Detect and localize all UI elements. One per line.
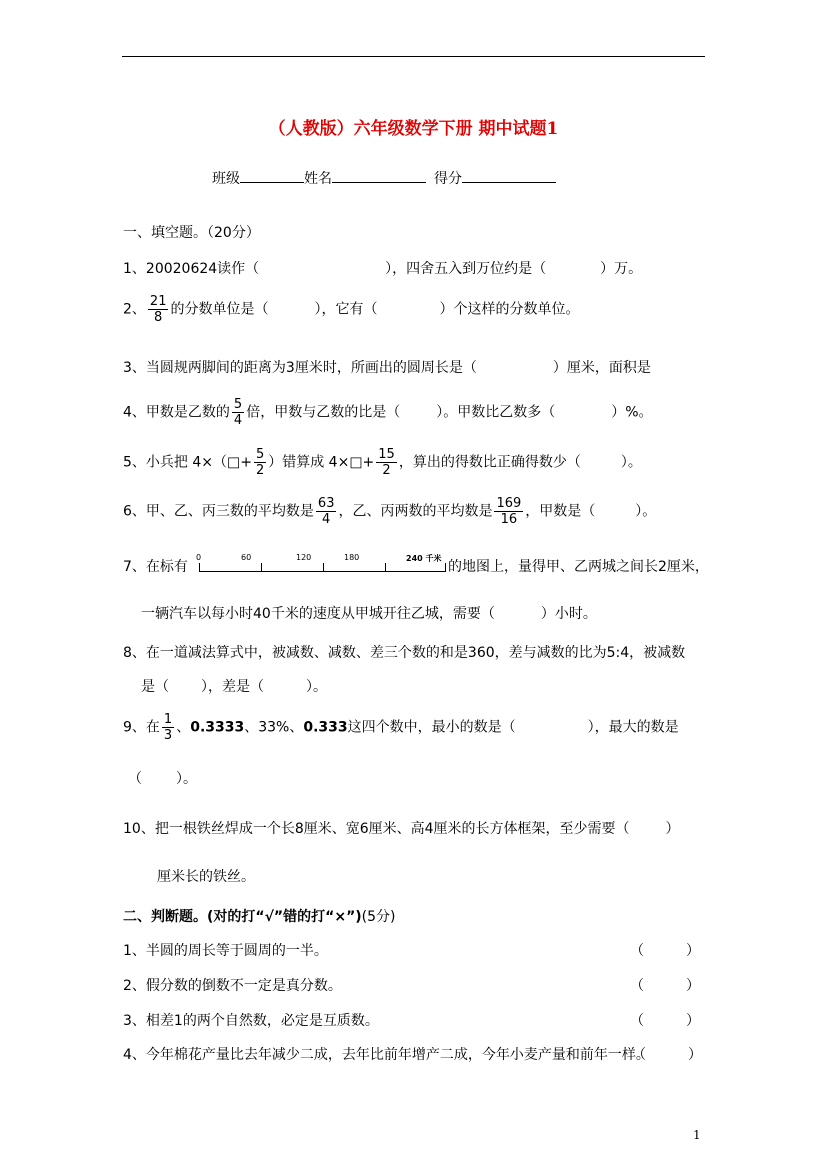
q2-numerator: 21 [149, 294, 167, 309]
q4-text-c: ）。甲数比乙数多（ [436, 404, 556, 421]
question-6 [123, 496, 656, 527]
scale-line [199, 571, 445, 572]
q9-text-i: ）。 [176, 771, 197, 787]
question-8-line-1 [123, 642, 685, 662]
q1-text-b: ），四舍五入到万位约是（ [385, 261, 547, 277]
score-label: 得分 [434, 171, 462, 187]
q2-text-a: 的分数单位是（ [170, 301, 269, 318]
q2-text-b: ），它有（ [314, 301, 378, 318]
q5-numerator-2: 15 [378, 447, 395, 462]
q6-fraction-2 [494, 496, 523, 527]
judge-item-1: 1、半圆的周长等于圆周的一半。 [123, 943, 328, 959]
scale-mark-240 [445, 563, 446, 572]
judge-item-4: 4、今年棉花产量比去年减少二成，去年比前年增产二成，今年小麦产量和前年一样。 [123, 1047, 650, 1063]
question-7-line-1 [123, 556, 188, 576]
question-5 [123, 447, 642, 478]
q4-fraction [232, 397, 244, 428]
question-10-line-2 [157, 866, 255, 886]
q6-text-a: 6、甲、乙、丙三数的平均数是 [123, 503, 314, 520]
q9-numerator: 1 [163, 712, 173, 727]
q9-text-b: 、 [176, 719, 191, 736]
q8-text-b: 是（ [141, 679, 169, 695]
q10-text-a: 10、把一根铁丝焊成一个长8厘米、宽6厘米、高4厘米的长方体框架，至少需要（ [123, 821, 630, 837]
q8-text-c: ），差是（ [201, 679, 264, 695]
q2-text-c: ）个这样的分数单位。 [439, 301, 580, 318]
question-3 [123, 357, 651, 377]
section2-score: (5分) [361, 909, 396, 925]
q4-numerator: 5 [233, 397, 243, 412]
q6-fraction-1 [316, 496, 337, 527]
q5-text-c: ，算出的得数比正确得数少（ [398, 454, 581, 471]
q3-text-a: 3、当圆规两脚间的距离为3厘米时，所画出的圆周长是（ [123, 360, 477, 376]
q2-fraction [148, 294, 169, 325]
q9-text-h: （ [128, 771, 142, 787]
q5-denominator-1: 2 [255, 463, 265, 478]
q7-text-b: 的地图上，量得甲、乙两城之间长2厘米， [448, 559, 709, 575]
q5-text-b: ）错算成 4×□+ [268, 454, 375, 471]
q6-text-b: ，乙、丙两数的平均数是 [338, 503, 493, 520]
page-number: 1 [693, 1128, 701, 1142]
q8-text-a: 8、在一道减法算式中，被减数、减数、差三个数的和是360，差与减数的比为5:4，被减数 [123, 645, 686, 661]
judge-item-4-bracket[interactable]: （ ） [632, 1047, 702, 1063]
q3-text-b: ）厘米，面积是 [552, 360, 651, 376]
q9-text-g: ），最大的数是 [587, 719, 679, 736]
name-blank[interactable] [332, 168, 426, 183]
judge-item-1-bracket[interactable]: （ ） [630, 943, 700, 959]
judge-item-3-bracket[interactable]: （ ） [630, 1013, 700, 1029]
q1-text-a: 1、20020624读作（ [123, 261, 260, 277]
q10-text-c: 厘米长的铁丝。 [157, 869, 255, 885]
q4-text-b: 倍，甲数与乙数的比是（ [246, 404, 401, 421]
question-4 [123, 397, 653, 428]
q7-text-c: 一辆汽车以每小时40千米的速度从甲城开往乙城，需要（ [141, 606, 495, 622]
q6-text-d: ）。 [635, 503, 657, 520]
question-7-line-1-tail [448, 556, 709, 576]
q4-text-d: ）%。 [611, 404, 653, 421]
q9-text-f: 这四个数中，最小的数是（ [347, 719, 516, 736]
scale-tick-0: 0 [196, 553, 202, 562]
question-9-line-1 [123, 712, 679, 743]
question-2 [123, 294, 579, 325]
section1-heading: 一、填空题。（20分） [123, 225, 260, 241]
q6-denominator-2: 16 [500, 512, 518, 527]
q6-text-c: ，甲数是（ [525, 503, 596, 520]
page-title: （人教版）六年级数学下册 期中试题1 [268, 119, 559, 139]
q6-numerator-2: 169 [496, 496, 522, 511]
q6-denominator-1: 4 [322, 512, 331, 527]
class-blank[interactable] [240, 168, 304, 183]
section2-title: 二、判断题。(对的打“√”错的打“×”) [123, 909, 362, 925]
q2-number: 2、 [123, 301, 146, 318]
scale-tick-60: 60 [241, 553, 252, 562]
q6-numerator-1: 63 [317, 496, 335, 511]
class-label: 班级 [212, 171, 240, 187]
question-7-line-2 [141, 603, 597, 623]
q4-text-a: 4、甲数是乙数的 [123, 404, 230, 421]
question-9-line-2 [128, 768, 197, 788]
score-blank[interactable] [462, 168, 556, 183]
scale-tick-120: 120 [296, 553, 312, 562]
q9-fraction [162, 712, 174, 743]
judge-item-2-bracket[interactable]: （ ） [630, 978, 700, 994]
q9-value-0-333: 0.333 [303, 719, 348, 736]
q10-text-b: ） [665, 821, 680, 837]
q5-numerator-1: 5 [255, 447, 265, 462]
q5-fraction-2 [376, 447, 397, 478]
student-info-row [212, 168, 556, 188]
q5-denominator-2: 2 [382, 463, 391, 478]
question-1 [123, 258, 642, 278]
judge-item-3: 3、相差1的两个自然数，必定是互质数。 [123, 1013, 379, 1029]
scale-tick-240: 240 千米 [406, 554, 442, 563]
q9-denominator: 3 [163, 728, 173, 743]
q5-text-d: ）。 [620, 454, 642, 471]
q5-text-a: 5、小兵把 4×（□+ [123, 454, 252, 471]
question-10-line-1 [123, 818, 680, 838]
q9-value-0-3333: 0.3333 [190, 719, 245, 736]
q9-text-a: 9、在 [123, 719, 160, 736]
section2-heading [123, 906, 396, 926]
q4-denominator: 4 [233, 413, 243, 428]
map-scale-bar [196, 553, 448, 577]
q7-text-d: ）小时。 [540, 606, 597, 622]
q1-text-c: ）万。 [600, 261, 643, 277]
header-rule [122, 56, 705, 57]
q9-text-d: 、33%、 [244, 719, 304, 736]
q8-text-d: ）。 [306, 679, 327, 695]
name-label: 姓名 [304, 171, 332, 187]
q2-denominator: 8 [154, 310, 163, 325]
q7-text-a: 7、在标有 [123, 559, 188, 575]
judge-item-2: 2、假分数的倒数不一定是真分数。 [123, 978, 342, 994]
q5-fraction-1 [254, 447, 266, 478]
scale-tick-180: 180 [344, 553, 360, 562]
question-8-line-2 [141, 676, 327, 696]
